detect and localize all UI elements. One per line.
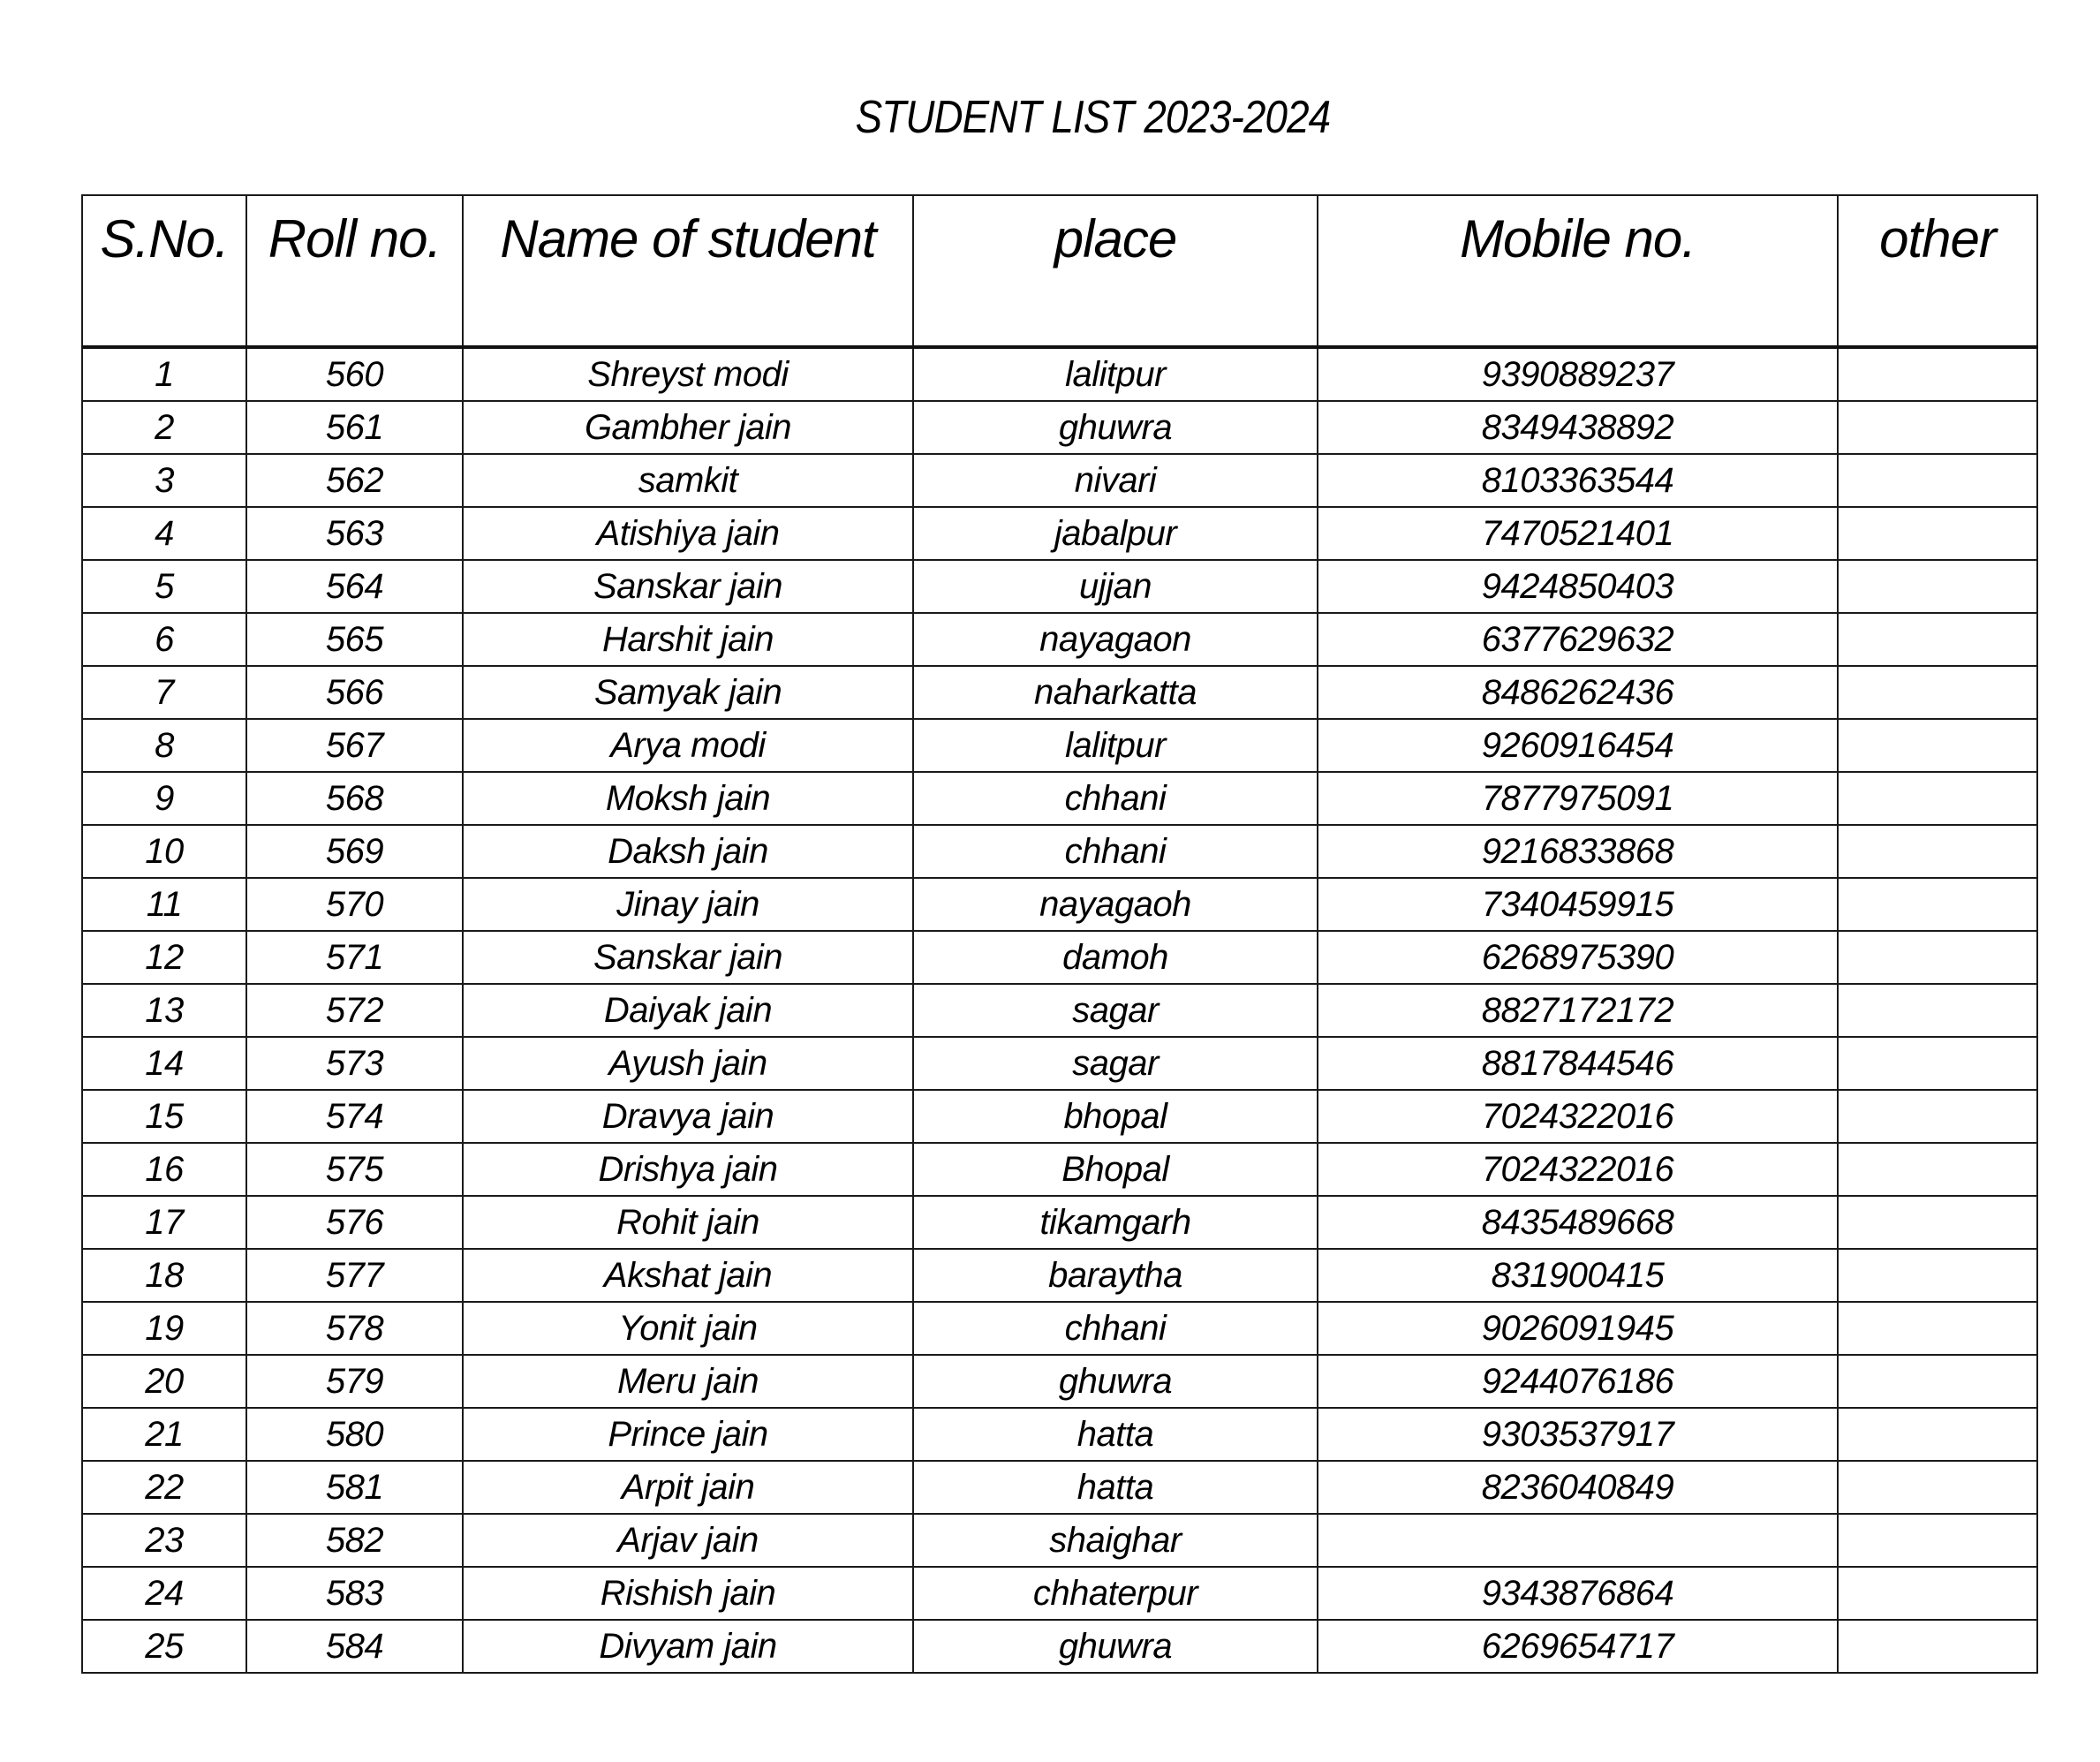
header-place: place	[913, 195, 1318, 347]
cell-name: Meru jain	[463, 1355, 913, 1408]
table-row	[82, 613, 2037, 666]
cell-name: Sanskar jain	[463, 560, 913, 613]
table-row	[82, 1408, 2037, 1461]
cell-other	[1838, 772, 2037, 825]
cell-other	[1838, 1514, 2037, 1567]
cell-sno: 16	[82, 1143, 246, 1196]
cell-mobile: 7877975091	[1318, 772, 1838, 825]
cell-other	[1838, 1408, 2037, 1461]
cell-other	[1838, 1037, 2037, 1090]
table-row	[82, 984, 2037, 1037]
cell-mobile: 6269654717	[1318, 1620, 1838, 1673]
cell-name: Jinay jain	[463, 878, 913, 931]
cell-roll: 577	[246, 1249, 463, 1302]
cell-roll: 564	[246, 560, 463, 613]
cell-sno: 1	[82, 347, 246, 401]
cell-name: Ayush jain	[463, 1037, 913, 1090]
header-row	[82, 195, 2037, 347]
cell-other	[1838, 560, 2037, 613]
cell-roll: 560	[246, 347, 463, 401]
cell-place: nayagaoh	[913, 878, 1318, 931]
cell-sno: 6	[82, 613, 246, 666]
cell-sno: 7	[82, 666, 246, 719]
cell-mobile: 8236040849	[1318, 1461, 1838, 1514]
cell-place: naharkatta	[913, 666, 1318, 719]
cell-sno: 9	[82, 772, 246, 825]
cell-name: Gambher jain	[463, 401, 913, 454]
cell-name: Shreyst modi	[463, 347, 913, 401]
cell-sno: 25	[82, 1620, 246, 1673]
cell-roll: 582	[246, 1514, 463, 1567]
cell-name: samkit	[463, 454, 913, 507]
cell-place: tikamgarh	[913, 1196, 1318, 1249]
student-table	[81, 194, 2038, 1674]
cell-name: Dravya jain	[463, 1090, 913, 1143]
cell-sno: 21	[82, 1408, 246, 1461]
cell-sno: 8	[82, 719, 246, 772]
cell-roll: 563	[246, 507, 463, 560]
table-row	[82, 1514, 2037, 1567]
cell-mobile: 7024322016	[1318, 1143, 1838, 1196]
cell-roll: 572	[246, 984, 463, 1037]
cell-sno: 23	[82, 1514, 246, 1567]
cell-place: shaighar	[913, 1514, 1318, 1567]
table-row	[82, 772, 2037, 825]
cell-name: Akshat jain	[463, 1249, 913, 1302]
table-row	[82, 1355, 2037, 1408]
table-row	[82, 1567, 2037, 1620]
cell-other	[1838, 1302, 2037, 1355]
cell-sno: 11	[82, 878, 246, 931]
cell-place: nivari	[913, 454, 1318, 507]
cell-sno: 24	[82, 1567, 246, 1620]
cell-name: Atishiya jain	[463, 507, 913, 560]
cell-other	[1838, 1196, 2037, 1249]
cell-roll: 565	[246, 613, 463, 666]
cell-roll: 578	[246, 1302, 463, 1355]
cell-mobile: 9216833868	[1318, 825, 1838, 878]
cell-name: Arpit jain	[463, 1461, 913, 1514]
cell-roll: 562	[246, 454, 463, 507]
cell-roll: 571	[246, 931, 463, 984]
table-row	[82, 454, 2037, 507]
header-roll: Roll no.	[246, 195, 463, 347]
cell-sno: 12	[82, 931, 246, 984]
cell-place: bhopal	[913, 1090, 1318, 1143]
cell-name: Moksh jain	[463, 772, 913, 825]
header-mobile: Mobile no.	[1318, 195, 1838, 347]
cell-roll: 575	[246, 1143, 463, 1196]
table-row	[82, 719, 2037, 772]
cell-name: Daksh jain	[463, 825, 913, 878]
table-row	[82, 878, 2037, 931]
cell-mobile: 8827172172	[1318, 984, 1838, 1037]
table-row	[82, 401, 2037, 454]
table-header	[82, 195, 2037, 347]
table-row	[82, 931, 2037, 984]
page-title: STUDENT LIST 2023-2024	[855, 92, 1331, 143]
cell-mobile: 8486262436	[1318, 666, 1838, 719]
cell-roll: 570	[246, 878, 463, 931]
cell-name: Sanskar jain	[463, 931, 913, 984]
cell-mobile: 7024322016	[1318, 1090, 1838, 1143]
cell-mobile: 8103363544	[1318, 454, 1838, 507]
cell-place: lalitpur	[913, 719, 1318, 772]
cell-place: ghuwra	[913, 401, 1318, 454]
cell-sno: 14	[82, 1037, 246, 1090]
cell-mobile: 6377629632	[1318, 613, 1838, 666]
cell-other	[1838, 1355, 2037, 1408]
table-body	[82, 347, 2037, 1673]
table-row	[82, 560, 2037, 613]
cell-place: Bhopal	[913, 1143, 1318, 1196]
table-row	[82, 1143, 2037, 1196]
cell-mobile: 9424850403	[1318, 560, 1838, 613]
cell-place: ghuwra	[913, 1355, 1318, 1408]
cell-name: Yonit jain	[463, 1302, 913, 1355]
cell-roll: 566	[246, 666, 463, 719]
cell-place: lalitpur	[913, 347, 1318, 401]
table-row	[82, 1461, 2037, 1514]
cell-place: chhani	[913, 1302, 1318, 1355]
cell-name: Samyak jain	[463, 666, 913, 719]
cell-mobile: 9390889237	[1318, 347, 1838, 401]
cell-place: nayagaon	[913, 613, 1318, 666]
cell-name: Daiyak jain	[463, 984, 913, 1037]
cell-place: chhani	[913, 825, 1318, 878]
cell-other	[1838, 1249, 2037, 1302]
cell-name: Rohit jain	[463, 1196, 913, 1249]
cell-mobile: 7470521401	[1318, 507, 1838, 560]
cell-name: Harshit jain	[463, 613, 913, 666]
cell-other	[1838, 1620, 2037, 1673]
cell-place: damoh	[913, 931, 1318, 984]
cell-sno: 10	[82, 825, 246, 878]
cell-sno: 19	[82, 1302, 246, 1355]
cell-other	[1838, 931, 2037, 984]
table-row	[82, 1037, 2037, 1090]
cell-place: chhani	[913, 772, 1318, 825]
cell-roll: 573	[246, 1037, 463, 1090]
cell-mobile: 8435489668	[1318, 1196, 1838, 1249]
cell-roll: 568	[246, 772, 463, 825]
cell-other	[1838, 1143, 2037, 1196]
header-other: other	[1838, 195, 2037, 347]
cell-mobile: 9303537917	[1318, 1408, 1838, 1461]
cell-mobile: 8349438892	[1318, 401, 1838, 454]
cell-mobile: 9343876864	[1318, 1567, 1838, 1620]
cell-roll: 574	[246, 1090, 463, 1143]
cell-sno: 20	[82, 1355, 246, 1408]
cell-mobile: 831900415	[1318, 1249, 1838, 1302]
cell-roll: 581	[246, 1461, 463, 1514]
table-row	[82, 1090, 2037, 1143]
cell-mobile: 9244076186	[1318, 1355, 1838, 1408]
cell-sno: 22	[82, 1461, 246, 1514]
cell-roll: 569	[246, 825, 463, 878]
table-row	[82, 347, 2037, 401]
cell-roll: 561	[246, 401, 463, 454]
cell-place: hatta	[913, 1408, 1318, 1461]
cell-name: Divyam jain	[463, 1620, 913, 1673]
cell-other	[1838, 1567, 2037, 1620]
header-sno: S.No.	[82, 195, 246, 347]
cell-mobile: 7340459915	[1318, 878, 1838, 931]
cell-other	[1838, 507, 2037, 560]
cell-roll: 580	[246, 1408, 463, 1461]
cell-sno: 5	[82, 560, 246, 613]
cell-other	[1838, 984, 2037, 1037]
cell-sno: 17	[82, 1196, 246, 1249]
table-row	[82, 825, 2037, 878]
cell-other	[1838, 1090, 2037, 1143]
cell-sno: 15	[82, 1090, 246, 1143]
cell-place: baraytha	[913, 1249, 1318, 1302]
cell-other	[1838, 613, 2037, 666]
cell-place: jabalpur	[913, 507, 1318, 560]
cell-other	[1838, 719, 2037, 772]
table-row	[82, 507, 2037, 560]
cell-name: Prince jain	[463, 1408, 913, 1461]
cell-roll: 584	[246, 1620, 463, 1673]
cell-other	[1838, 825, 2037, 878]
cell-roll: 579	[246, 1355, 463, 1408]
cell-roll: 567	[246, 719, 463, 772]
table-row	[82, 1620, 2037, 1673]
cell-place: sagar	[913, 984, 1318, 1037]
cell-other	[1838, 347, 2037, 401]
cell-mobile: 9260916454	[1318, 719, 1838, 772]
cell-roll: 583	[246, 1567, 463, 1620]
cell-place: chhaterpur	[913, 1567, 1318, 1620]
header-name: Name of student	[463, 195, 913, 347]
cell-place: sagar	[913, 1037, 1318, 1090]
cell-sno: 2	[82, 401, 246, 454]
cell-sno: 18	[82, 1249, 246, 1302]
table-row	[82, 1196, 2037, 1249]
cell-other	[1838, 666, 2037, 719]
cell-other	[1838, 401, 2037, 454]
cell-mobile: 8817844546	[1318, 1037, 1838, 1090]
cell-roll: 576	[246, 1196, 463, 1249]
cell-other	[1838, 1461, 2037, 1514]
cell-name: Arjav jain	[463, 1514, 913, 1567]
table-row	[82, 1302, 2037, 1355]
cell-name: Drishya jain	[463, 1143, 913, 1196]
table-row	[82, 1249, 2037, 1302]
cell-mobile: 9026091945	[1318, 1302, 1838, 1355]
cell-sno: 13	[82, 984, 246, 1037]
cell-mobile	[1318, 1514, 1838, 1567]
cell-sno: 4	[82, 507, 246, 560]
cell-sno: 3	[82, 454, 246, 507]
cell-name: Rishish jain	[463, 1567, 913, 1620]
cell-mobile: 6268975390	[1318, 931, 1838, 984]
cell-place: ghuwra	[913, 1620, 1318, 1673]
table-row	[82, 666, 2037, 719]
cell-other	[1838, 878, 2037, 931]
cell-place: ujjan	[913, 560, 1318, 613]
cell-name: Arya modi	[463, 719, 913, 772]
cell-place: hatta	[913, 1461, 1318, 1514]
cell-other	[1838, 454, 2037, 507]
